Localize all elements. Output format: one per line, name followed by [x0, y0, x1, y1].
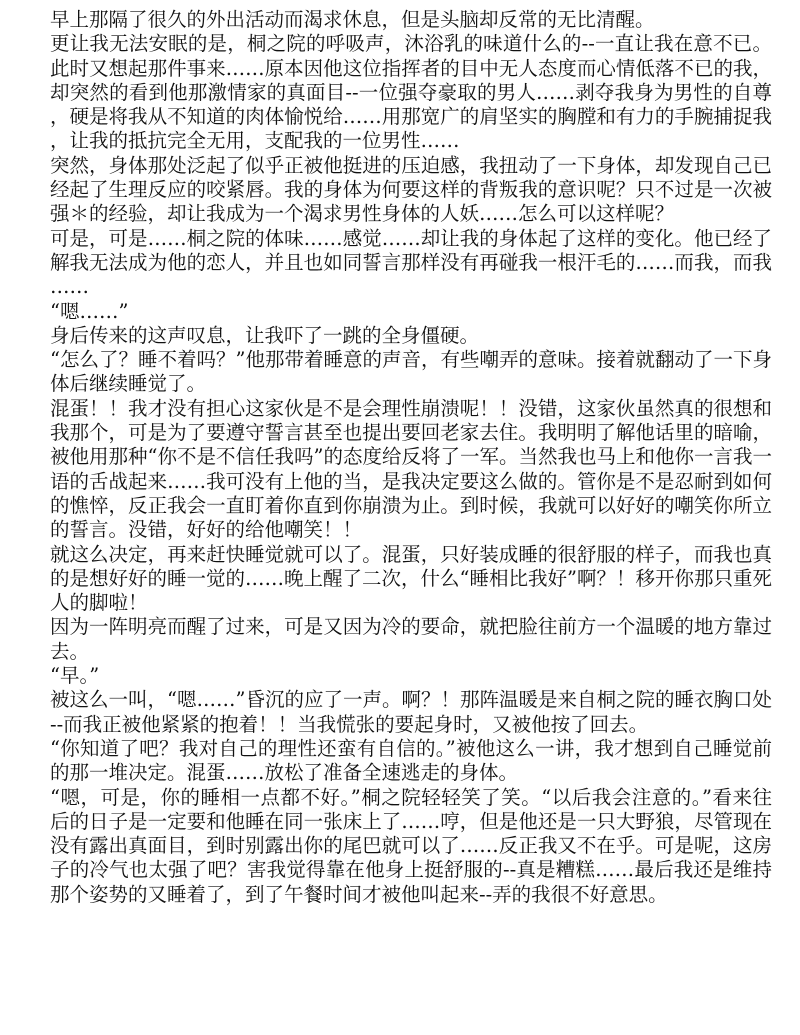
paragraph: 突然，身体那处泛起了似乎正被他挺进的压迫感，我扭动了一下身体，却发现自己已经起了生理反应的咬紧唇。我的身体为何要这样的背叛我的意识呢？只不过是一次被强＊的经验，却让我成为一个渴求男性身体的人妖……怎么可以这样呢？: [50, 153, 772, 226]
paragraph: 因为一阵明亮而醒了过来，可是又因为冷的要命，就把脸往前方一个温暖的地方靠过去。: [50, 615, 772, 663]
dialogue-line: “早。”: [50, 664, 100, 688]
paragraph: 更让我无法安眠的是，桐之院的呼吸声，沐浴乳的味道什么的--一直让我在意不已。此时又想起那件事来……原本因他这位指挥者的目中无人态度而心情低落不已的我，却突然的看到他那激情家的真面目--一位强夺豪取的男人……剥夺我身为男性的自尊，硬是将我从不知道的肉体愉悦给……用那宽广的肩坚实的胸膛和有力的手腕捕捉我，让我的抵抗完全无用，支配我的一位男性……: [50, 32, 772, 153]
paragraph: 混蛋！！我才没有担心这家伙是不是会理性崩溃呢！！没错，这家伙虽然真的很想和我那个，可是为了要遵守誓言甚至也提出要回老家去住。我明明了解他话里的暗喻，被他用那种“你不是不信任我吗”的态度给反将了一军。当然我也马上和他你一言我一语的舌战起来……我可没有上他的当，是我决定要这么做的。管你是不是忍耐到如何的憔悴，反正我会一直盯着你直到你崩溃为止。到时候，我就可以好好的嘲笑你所立的誓言。没错，好好的给他嘲笑！！: [50, 396, 772, 542]
paragraph: 就这么决定，再来赶快睡觉就可以了。混蛋，只好装成睡的很舒服的样子，而我也真的是想好好的睡一觉的……晚上醒了二次，什么“睡相比我好”啊？！移开你那只重死人的脚啦！: [50, 542, 772, 615]
document-page: [50, 8, 772, 907]
paragraph: 早上那隔了很久的外出活动而渴求休息，但是头脑却反常的无比清醒。: [50, 8, 655, 31]
paragraph: “你知道了吧？我对自己的理性还蛮有自信的。”被他这么一讲，我才想到自己睡觉前的那一堆决定。混蛋……放松了准备全速逃走的身体。: [50, 736, 772, 785]
paragraph: 可是，可是……桐之院的体味……感觉……却让我的身体起了这样的变化。他已经了解我无法成为他的恋人，并且也如同誓言那样没有再碰我一根汗毛的……而我，而我……: [50, 226, 772, 299]
paragraph: 被这么一叫，“嗯……”昏沉的应了一声。啊？！那阵温暖是来自桐之院的睡衣胸口处--而我正被他紧紧的抱着！！当我慌张的要起身时，又被他按了回去。: [50, 688, 772, 736]
dialogue-line: “嗯……”: [50, 299, 129, 323]
paragraph: “嗯，可是，你的睡相一点都不好。”桐之院轻轻笑了笑。“以后我会注意的。”看来往后的日子是一定要和他睡在同一张床上了……哼，但是他还是一只大野狼，尽管现在没有露出真面目，到时别露出你的尾巴就可以了……反正我又不在乎。可是呢，这房子的冷气也太强了吧？害我觉得靠在他身上挺舒服的--真是糟糕……最后我还是维持那个姿势的又睡着了，到了午餐时间才被他叫起来--弄的我很不好意思。: [50, 785, 772, 906]
paragraph: 身后传来的这声叹息，让我吓了一跳的全身僵硬。: [50, 323, 480, 347]
paragraph: “怎么了？睡不着吗？”他那带着睡意的声音，有些嘲弄的意味。接着就翻动了一下身体后继续睡觉了。: [50, 348, 772, 396]
